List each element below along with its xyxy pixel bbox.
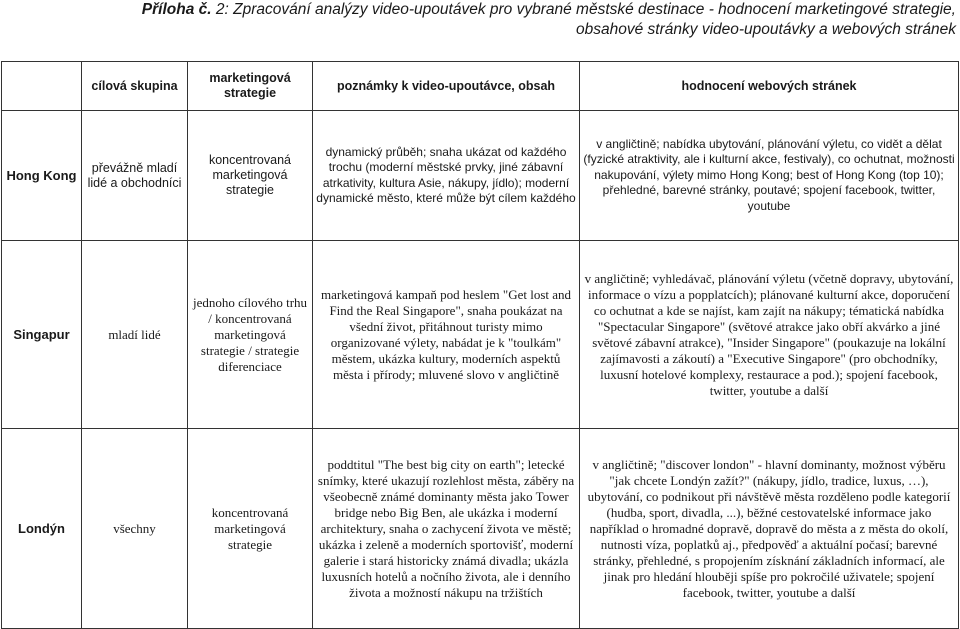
- target-group-cell: mladí lidé: [82, 241, 188, 429]
- caption-line-2: obsahové stránky video-upoutávky a webových stránek: [576, 21, 956, 38]
- caption-title: 2: Zpracování analýzy video-upoutávek pro vybrané městské destinace - hodnocení marketingové strategie,: [211, 1, 956, 18]
- header-city: [2, 62, 82, 111]
- city-cell: Singapur: [2, 241, 82, 429]
- table-row: [2, 111, 959, 241]
- strategy-cell: koncentrovaná marketingová strategie: [188, 111, 313, 241]
- appendix-caption: [0, 0, 960, 48]
- table-row: [2, 429, 959, 629]
- video-notes-cell: poddtitul "The best big city on earth"; letecké snímky, které ukazují rozlehlost města, záběry na všeobecně známé dominanty města jako Tower bridge nebo Big Ben, ale ukázka i moderní architektury, snaha o zachycení života ve městě; ukázka i zeleně a moderních sportovišť, moderní galerie i stará historicky známá divadla; ukázla luxusních hotelů a nočního života, ale i denního života a možností nákupu na tržištích: [313, 429, 580, 629]
- caption-prefix: Příloha č.: [141, 1, 212, 18]
- target-group-cell: všechny: [82, 429, 188, 629]
- header-video-notes: poznámky k video-upoutávce, obsah: [313, 62, 580, 111]
- web-evaluation-cell: v angličtině; vyhledávač, plánování výletu (včetně dopravy, ubytování, informace o vízu a popplatcích); plánované kulturní akce, doporučení co ochutnat a kde se najíst, kam zajít na nákupy; tématická nabídka "Spectacular Singapore" (světové atrakce jako obří akvárko a jiné světové zábavní atrakce), "Insider Singapore" (poukazuje na lokální zajímavosti a zákoutí) a "Executive Singapore" (pro obchodníky, luxusní hotelové komplexy, restaurace a pod.); spojení facebook, twitter, youtube a další: [580, 241, 959, 429]
- caption-line-1: [0, 0, 960, 20]
- header-web-evaluation: hodnocení webových stránek: [580, 62, 959, 111]
- header-marketing-strategy: marketingová strategie: [188, 62, 313, 111]
- table-row: [2, 241, 959, 429]
- video-notes-cell: dynamický průběh; snaha ukázat od každého trochu (moderní městské prvky, jiné zábavní atrkativity, kultura Asie, nákupy, jídlo); moderní dynamické město, které může být cílem každého: [313, 111, 580, 241]
- header-target-group: cílová skupina: [82, 62, 188, 111]
- web-evaluation-cell: v angličtině; nabídka ubytování, plánování výletu, co vidět a dělat (fyzické atraktivity, ale i kulturní akce, festivaly), co ochutnat, možnosti nakupování, výlety mimo Hong Kong; best of Hong Kong (top 10); přehledné, barevné stránky, poutavé; spojení facebook, twitter, youtube: [580, 111, 959, 241]
- web-evaluation-cell: v angličtině; "discover london" - hlavní dominanty, možnost výběru "jak chcete Londýn zažít?" (nákupy, jídlo, tradice, luxus, …), ubytování, co podnikout při návštěvě města rozděleno podle kategorií (hudba, sport, divadla, ...), běžné cestovatelské informace jako například o hromadné dopravě, dopravě do města a z města do okolí, nutnosti víza, poplatků aj., předpověď a aktuální počasí; barevné stránky, přehledné, s propojením získnání základních informací, ale jinak pro hledání hlouběji spíše pro pokročilé uživatele; spojení facebook, twitter, youtube a další: [580, 429, 959, 629]
- video-notes-cell: marketingová kampaň pod heslem "Get lost and Find the Real Singapore", snaha poukázat na všední život, přitáhnout turisty mimo organizované výlety, nabádat je k "toulkám" městem, ukázka kultury, moderních aspektů města i přírody; mluvené slovo v angličtině: [313, 241, 580, 429]
- strategy-cell: jednoho cílového trhu / koncentrovaná marketingová strategie / strategie diferenciace: [188, 241, 313, 429]
- city-cell: Londýn: [2, 429, 82, 629]
- strategy-cell: koncentrovaná marketingová strategie: [188, 429, 313, 629]
- target-group-cell: převážně mladí lidé a obchodníci: [82, 111, 188, 241]
- city-cell: Hong Kong: [2, 111, 82, 241]
- table-header-row: [2, 62, 959, 111]
- analysis-table: [1, 61, 959, 629]
